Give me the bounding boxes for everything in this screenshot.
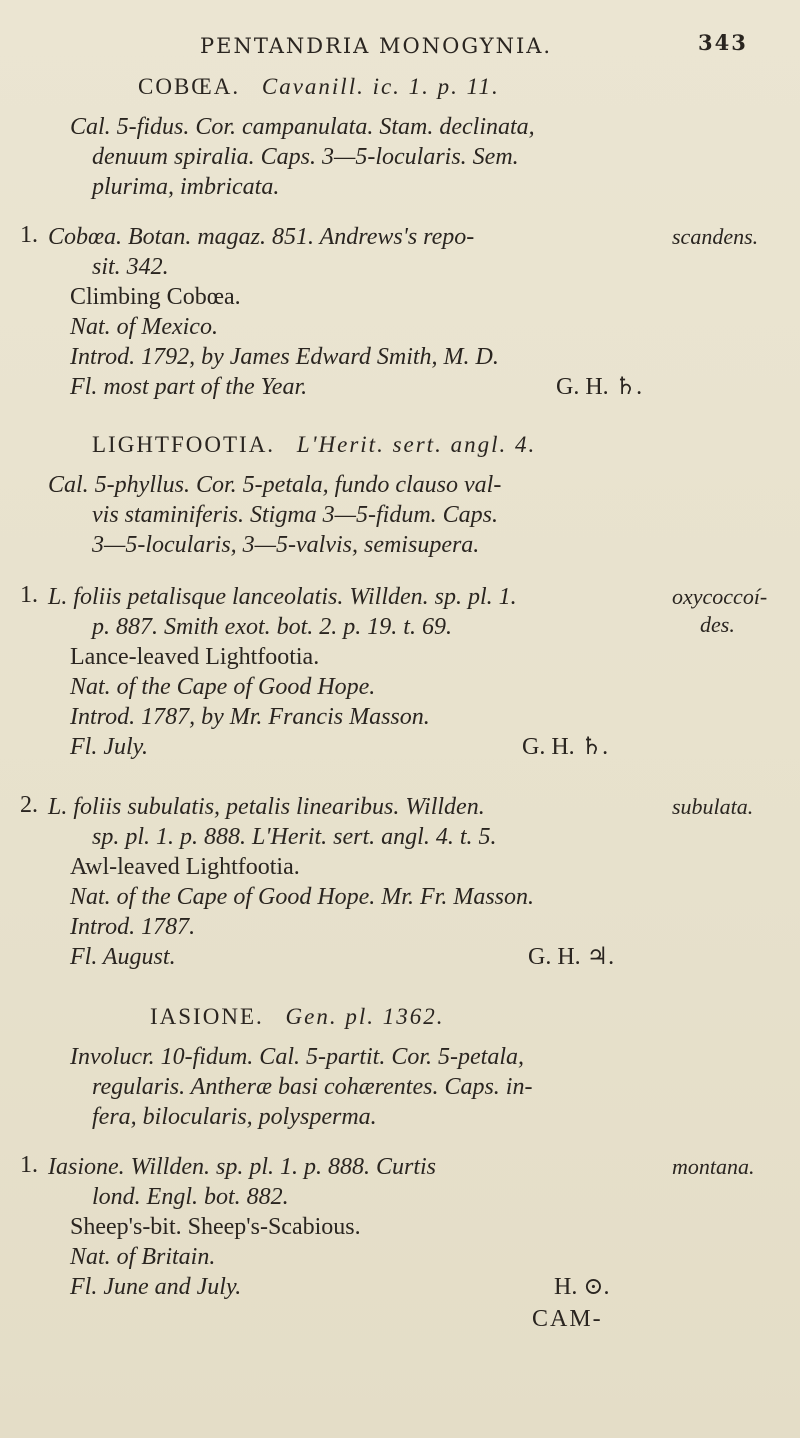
flowering-time: Fl. August.	[70, 944, 176, 970]
genus-description-line: Cal. 5-fidus. Cor. campanulata. Stam. declinata,	[70, 114, 535, 140]
species-citation: p. 887. Smith exot. bot. 2. p. 19. t. 69.	[92, 614, 452, 640]
species-citation: Cobœa. Botan. magaz. 851. Andrews's repo-	[48, 224, 475, 250]
habit-symbol: H. ⊙.	[554, 1274, 610, 1300]
genus-lightfootia-title	[92, 430, 536, 460]
genus-description-line: plurima, imbricata.	[92, 174, 280, 200]
native-range: Nat. of Britain.	[70, 1244, 216, 1270]
common-name: Climbing Cobœa.	[70, 284, 241, 310]
introduction: Introd. 1787, by Mr. Francis Masson.	[70, 704, 430, 730]
species-number: 1.	[20, 222, 38, 248]
genus-description-line: regularis. Antheræ basi cohærentes. Caps. in-	[92, 1074, 533, 1100]
species-number: 1.	[20, 582, 38, 608]
habit-symbol: G. H. ♄.	[522, 734, 609, 760]
native-range: Nat. of the Cape of Good Hope.	[70, 674, 376, 700]
native-range: Nat. of Mexico.	[70, 314, 218, 340]
running-title: PENTANDRIA MONOGYNIA.	[200, 34, 553, 58]
genus-description-line: Cal. 5-phyllus. Cor. 5-petala, fundo clauso val-	[48, 472, 502, 498]
flowering-time: Fl. most part of the Year.	[70, 374, 308, 400]
flowering-time: Fl. July.	[70, 734, 148, 760]
page-number: 343	[698, 30, 748, 55]
species-number: 2.	[20, 792, 38, 818]
genus-description-line: 3—5-locularis, 3—5-valvis, semisupera.	[92, 532, 480, 558]
habit-symbol: G. H. ♃.	[528, 944, 615, 970]
species-citation: lond. Engl. bot. 882.	[92, 1184, 289, 1210]
species-epithet: subulata.	[672, 794, 754, 819]
genus-description-line: fera, bilocularis, polysperma.	[92, 1104, 377, 1130]
genus-reference: L'Herit. sert. angl. 4.	[296, 432, 537, 457]
habit-symbol: G. H. ♄.	[556, 374, 643, 400]
species-epithet: montana.	[672, 1154, 755, 1179]
species-epithet: oxycoccoí-	[672, 584, 768, 609]
common-name: Sheep's-bit. Sheep's-Scabious.	[70, 1214, 361, 1240]
genus-name: COBŒA.	[138, 74, 241, 99]
genus-iasione-title	[150, 1002, 444, 1032]
common-name: Lance-leaved Lightfootia.	[70, 644, 320, 670]
genus-description-line: vis staminiferis. Stigma 3—5-fidum. Caps.	[92, 502, 499, 528]
common-name: Awl-leaved Lightfootia.	[70, 854, 300, 880]
species-citation: L. foliis petalisque lanceolatis. Willden. sp. pl. 1.	[48, 584, 517, 610]
species-epithet: des.	[700, 612, 735, 637]
genus-cobaea-title	[138, 72, 500, 102]
genus-description-line: denuum spiralia. Caps. 3—5-locularis. Sem.	[92, 144, 519, 170]
genus-reference: Gen. pl. 1362.	[285, 1004, 445, 1029]
introduction: Introd. 1792, by James Edward Smith, M. D.	[70, 344, 499, 370]
flowering-time: Fl. June and July.	[70, 1274, 242, 1300]
species-citation: sit. 342.	[92, 254, 169, 280]
page-header	[0, 20, 800, 60]
introduction: Introd. 1787.	[70, 914, 196, 940]
catchword: CAM-	[532, 1306, 603, 1332]
genus-description-line: Involucr. 10-fidum. Cal. 5-partit. Cor. 5-petala,	[70, 1044, 524, 1070]
species-citation: L. foliis subulatis, petalis linearibus. Willden.	[48, 794, 485, 820]
native-range: Nat. of the Cape of Good Hope. Mr. Fr. Masson.	[70, 884, 534, 910]
species-citation: Iasione. Willden. sp. pl. 1. p. 888. Curtis	[48, 1154, 437, 1180]
species-citation: sp. pl. 1. p. 888. L'Herit. sert. angl. 4. t. 5.	[92, 824, 497, 850]
species-epithet: scandens.	[672, 224, 759, 249]
genus-name: LIGHTFOOTIA.	[92, 432, 276, 457]
genus-reference: Cavanill. ic. 1. p. 11.	[261, 74, 500, 99]
genus-name: IASIONE.	[150, 1004, 264, 1029]
species-number: 1.	[20, 1152, 38, 1178]
